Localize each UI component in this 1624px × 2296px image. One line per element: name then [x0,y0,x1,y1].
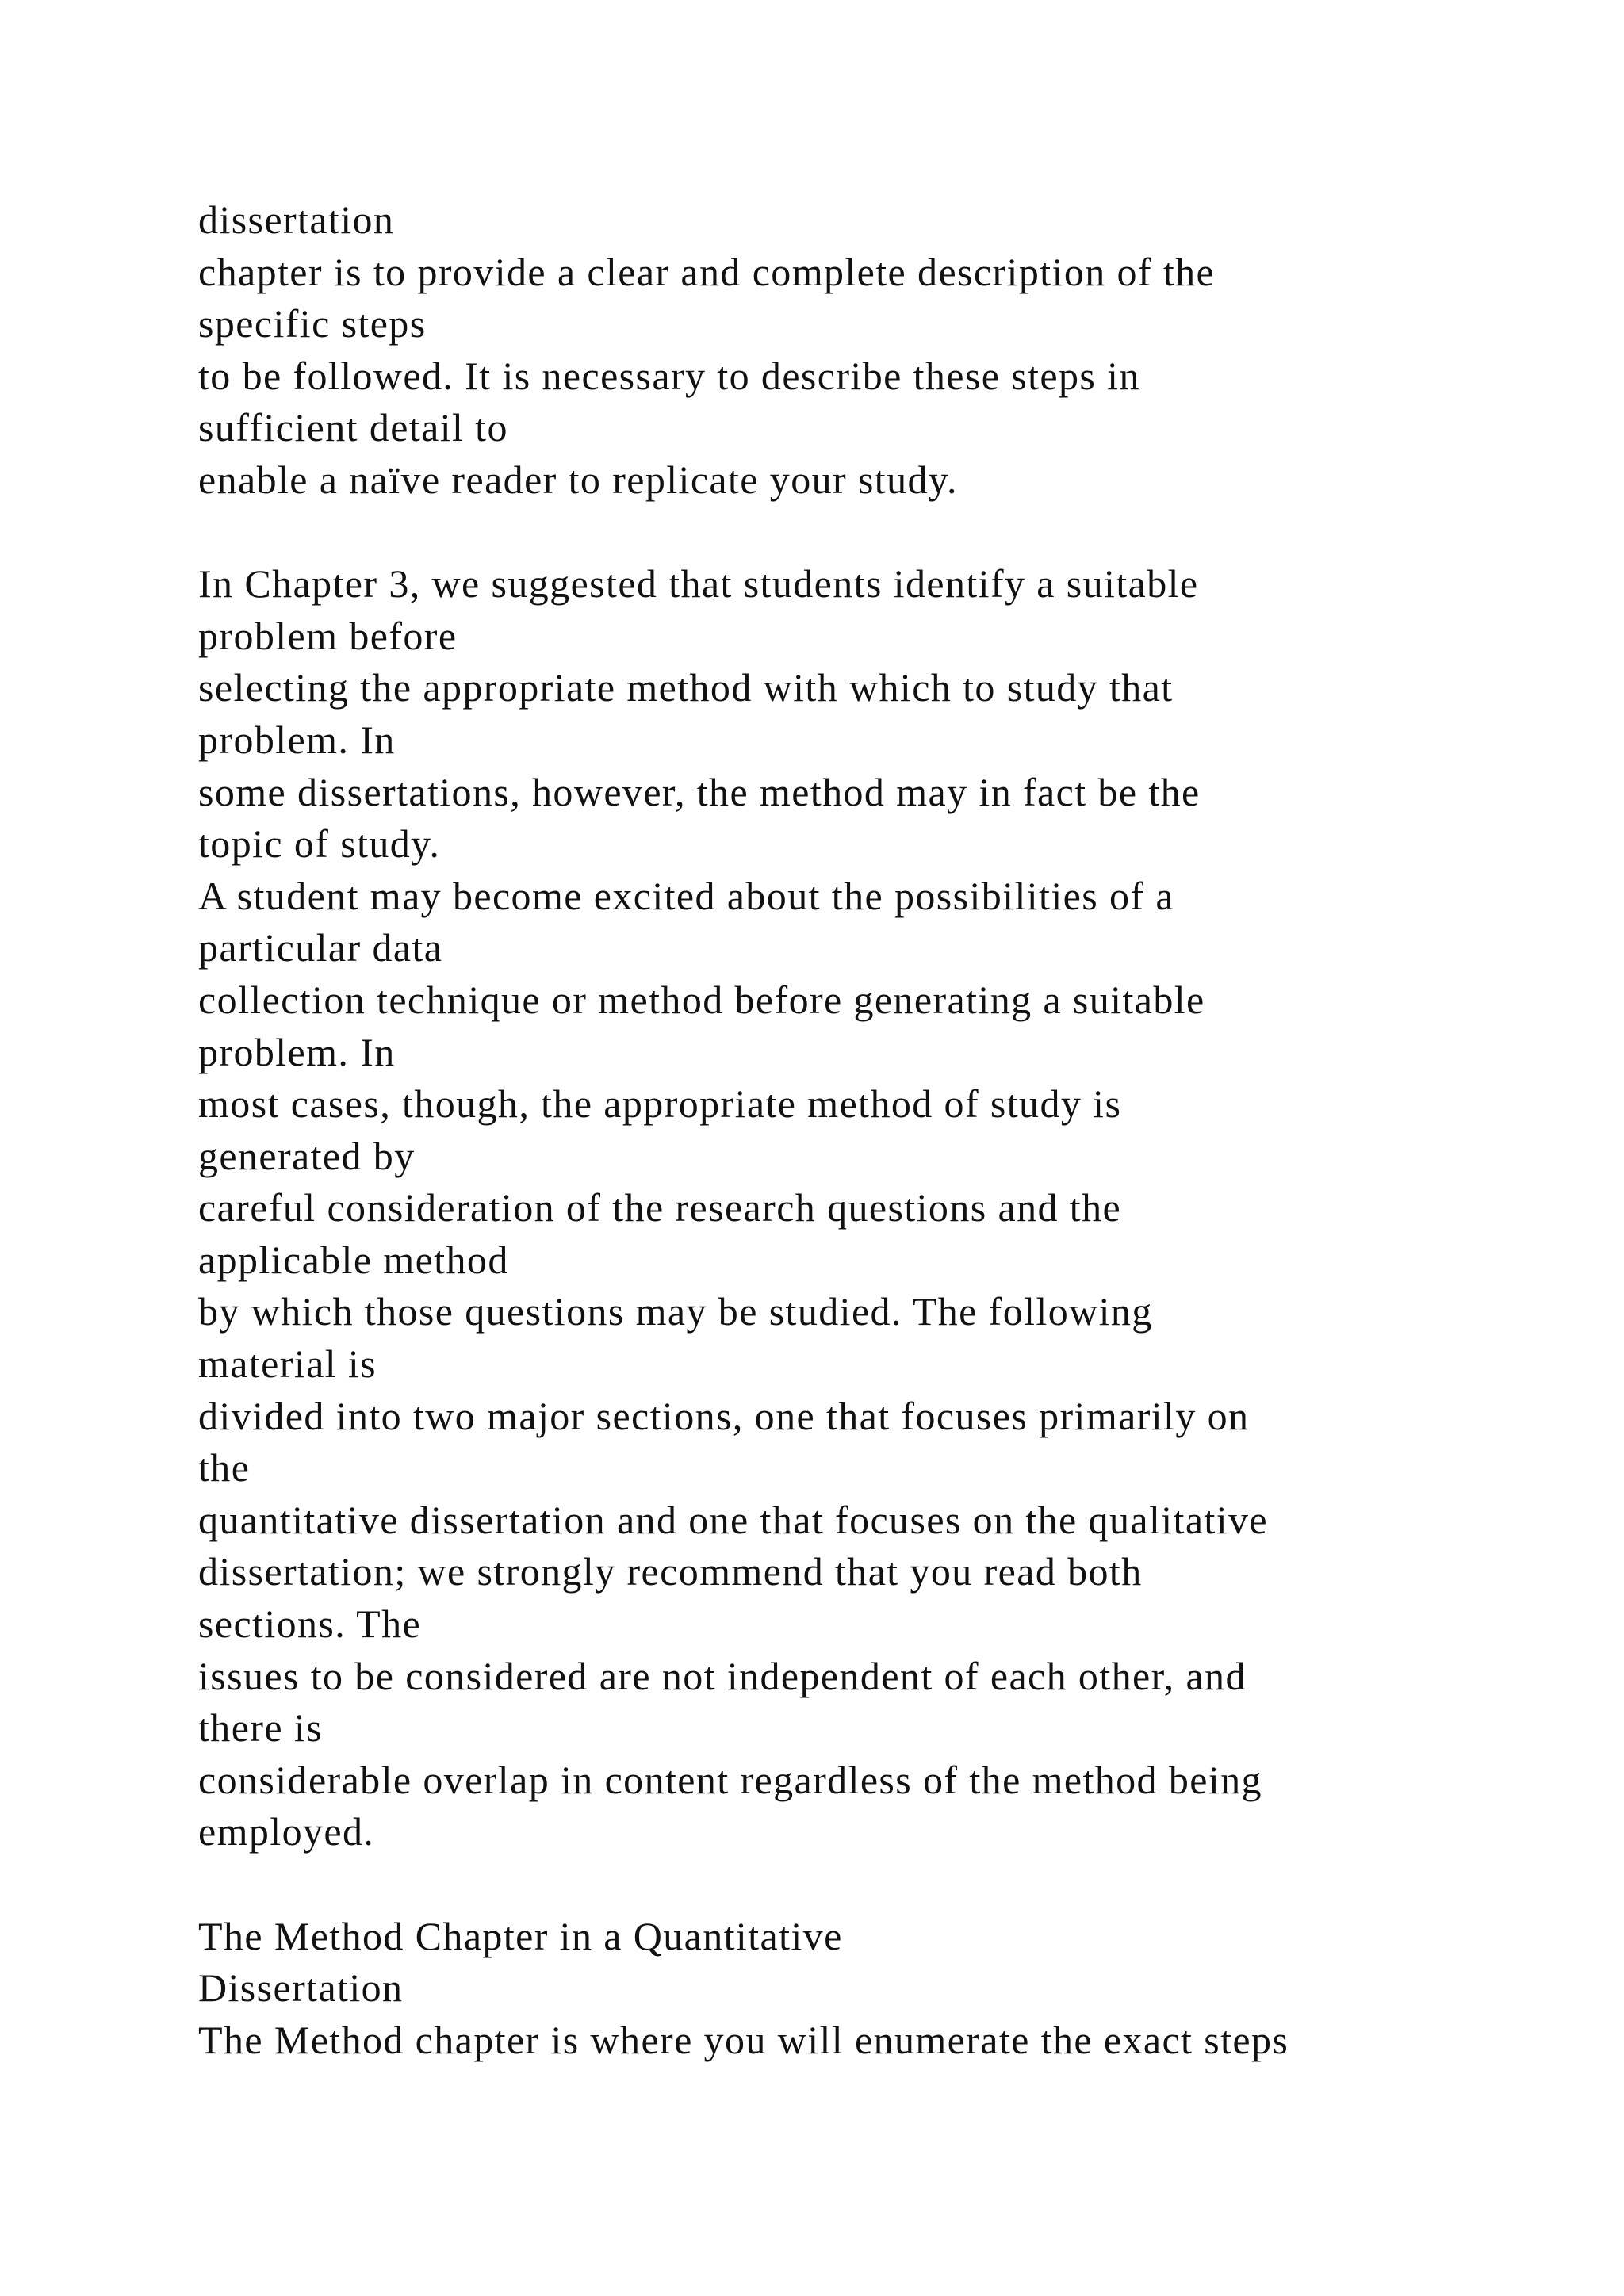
text-line: to be followed. It is necessary to describe these steps in [198,353,1140,398]
text-line: sections. The [198,1601,422,1647]
text-line: sufficient detail to [198,405,508,450]
text-line: quantitative dissertation and one that focuses on the qualitative [198,1497,1268,1542]
blank-line [198,507,1594,559]
text-line: problem. In [198,717,396,762]
text-line: considerable overlap in content regardless of the method being [198,1757,1262,1802]
text-line: particular data [198,925,443,970]
text-line: employed. [198,1809,375,1854]
text-line: The Method chapter is where you will enumerate the exact steps [198,2017,1289,2062]
text-line: material is [198,1341,377,1387]
text-line: by which those questions may be studied. The following [198,1289,1153,1334]
text-line: selecting the appropriate method with which to study that [198,665,1174,710]
text-line: generated by [198,1133,416,1178]
text-line: divided into two major sections, one that focuses primarily on [198,1393,1250,1438]
text-line: The Method Chapter in a Quantitative [198,1913,843,1958]
text-line: problem. In [198,1029,396,1074]
text-line: topic of study. [198,821,441,867]
text-line: specific steps [198,301,427,346]
text-line: some dissertations, however, the method may in fact be the [198,769,1201,814]
text-line: issues to be considered are not independent of each other, and [198,1653,1247,1698]
text-line: most cases, though, the appropriate method of study is [198,1081,1122,1127]
text-line: A student may become excited about the possibilities of a [198,873,1174,918]
text-line: collection technique or method before generating a suitable [198,977,1205,1022]
text-line: chapter is to provide a clear and complete description of the [198,249,1216,294]
text-line: there is [198,1705,323,1751]
text-line: applicable method [198,1237,509,1282]
blank-line [198,1858,1594,1911]
text-line: enable a naïve reader to replicate your study. [198,457,958,502]
text-line: dissertation [198,197,395,242]
text-line: problem before [198,613,458,658]
text-line: In Chapter 3, we suggested that students identify a suitable [198,561,1199,607]
body-text [198,194,1594,2066]
text-line: dissertation; we strongly recommend that you read both [198,1549,1143,1594]
text-line: careful consideration of the research questions and the [198,1185,1122,1230]
text-line: the [198,1445,251,1490]
text-line: Dissertation [198,1965,404,2011]
